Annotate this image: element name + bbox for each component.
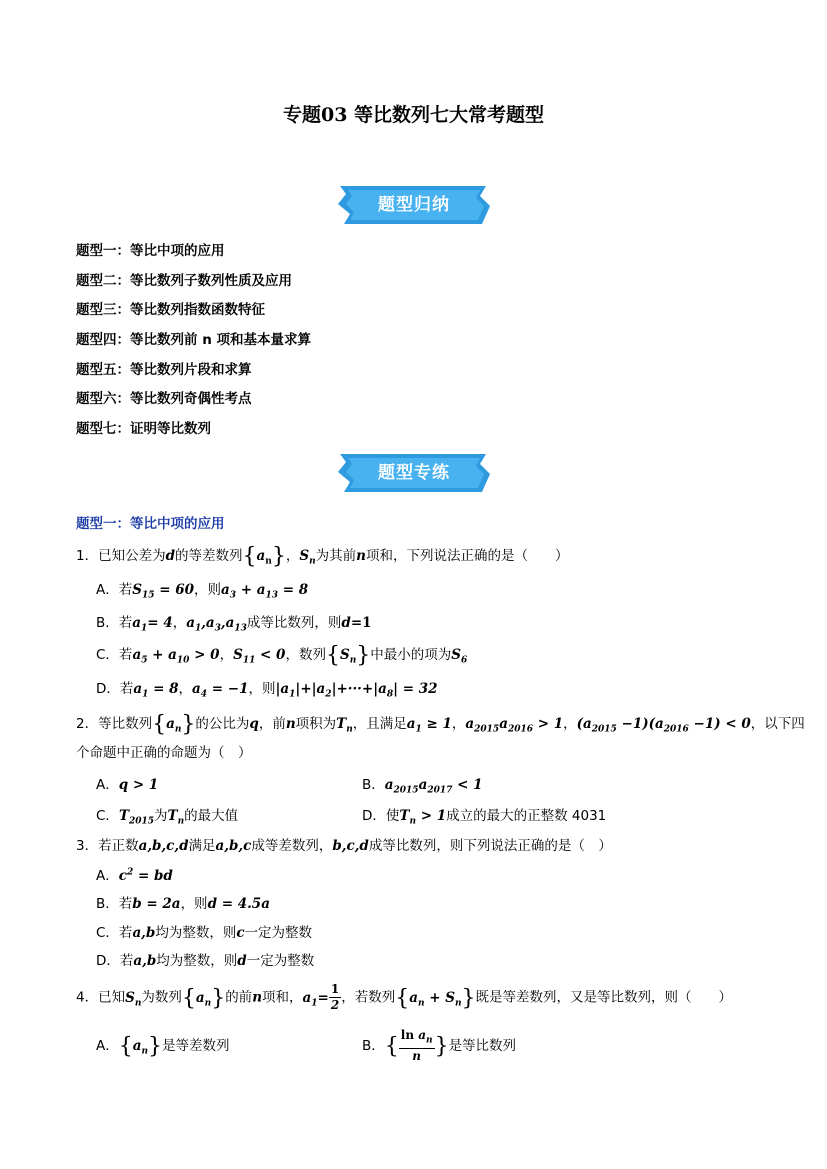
topic-item-4: 题型四：等比数列前 n 项和基本量求算 xyxy=(76,332,312,349)
question-4-option-b: B．{ $\frac{\ln a_n}{n}$ }是等比数列 xyxy=(362,1028,517,1064)
topic-item-7: 题型七：证明等比数列 xyxy=(76,421,211,438)
section-banner-practice xyxy=(334,452,494,494)
topic-item-5: 题型五：等比数列片段和求算 xyxy=(76,361,252,378)
question-2-option-d: D．使$T_n > 1$成立的最大的正整数 4031 xyxy=(362,808,607,827)
question-3-option-a: A．$c^2$ = bd xyxy=(96,867,173,884)
topic-item-2: 题型二：等比数列子数列性质及应用 xyxy=(76,272,292,289)
question-2-option-b: B．$a_{2015}a_{2017} < 1$ xyxy=(362,777,483,796)
question-2-stem: 2．等比数列$\{a_n\}$的公比为q，前n项积为$T_n$，且满足$a_1 \ge 1$，$a_{2015}a_{2016} > 1$，$(a_{2015} -1)(a_{2016} -1) < 0$，以下四 xyxy=(76,712,805,737)
topic-list xyxy=(76,240,311,448)
question-4-stem: 4．已知$S_n$为数列$\{a_n\}$的前n项和，$a_1=$ $\frac{1}{2}$ ，若数列$\{a_n + S_n\}$既是等差数列，又是等比数列，则（ ） xyxy=(76,982,733,1012)
section-heading-1: 题型一：等比中项的应用 xyxy=(76,516,225,532)
section-banner-summary xyxy=(334,184,494,226)
question-4-option-a: A．$\{a_n\}$是等差数列 xyxy=(96,1034,230,1059)
banner-practice-label: 题型专练 xyxy=(378,463,450,483)
question-3-option-c: C．若a,b均为整数，则c一定为整数 xyxy=(96,925,313,941)
question-1-option-a: A．若$S_{15} = 60$，则$a_3 + a_{13} = 8$ xyxy=(96,582,309,601)
question-2-option-c: C．$T_{2015}$为$T_n$的最大值 xyxy=(96,808,239,827)
question-1-stem: 1．已知公差为d的等差数列$\{a_n\}$，$S_n$为其前n项和，下列说法正确的是（ ） xyxy=(76,544,569,569)
question-2-stem-line2: 个命题中正确的命题为（ ） xyxy=(76,745,252,761)
question-2-option-a: A．q > 1 xyxy=(96,777,159,793)
banner-summary-label: 题型归纳 xyxy=(378,195,450,215)
question-3-option-d: D．若a,b均为整数，则d一定为整数 xyxy=(96,953,315,969)
topic-item-3: 题型三：等比数列指数函数特征 xyxy=(76,302,265,319)
page-title: 专题03 等比数列七大常考题型 xyxy=(282,104,545,126)
question-1-option-d: D．若$a_1 = 8$，$a_4 = -1$，则$|a_1|+|a_2|+\cdot\cdot\cdot+|a_8| = 32$ xyxy=(96,681,438,700)
question-1-option-b: B．若$a_1= 4$，$a_1,a_3,a_{13}$成等比数列，则d=1 xyxy=(96,615,372,634)
question-3-stem: 3．若正数a,b,c,d满足a,b,c成等差数列，b,c,d成等比数列，则下列说法正确的是（ ） xyxy=(76,838,612,854)
topic-item-6: 题型六：等比数列奇偶性考点 xyxy=(76,391,252,408)
topic-item-1: 题型一：等比中项的应用 xyxy=(76,243,225,259)
question-1-option-c: C．若$a_5 + a_{10} > 0$，$S_{11} < 0$，数列$\{S_n\}$中最小的项为$S_6$ xyxy=(96,643,468,668)
question-3-option-b: B．若b = 2a，则d = 4.5a xyxy=(96,896,270,912)
